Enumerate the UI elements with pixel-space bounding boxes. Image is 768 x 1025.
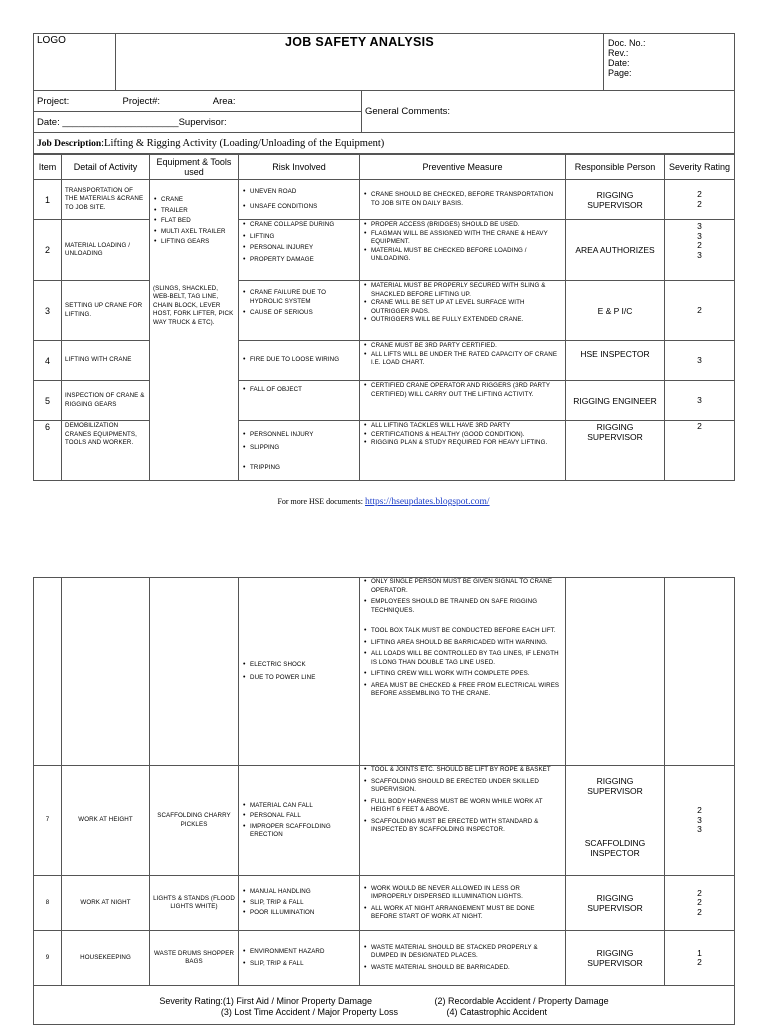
- severity-rating: 3 3 2 3: [665, 220, 735, 281]
- measure-cell: [360, 381, 566, 421]
- list-item: • CRANE MUST BE 3RD PARTY CERTIFIED.: [371, 342, 562, 351]
- list-item: • CERTIFICATIONS & HEALTHY (GOOD CONDITION).: [371, 431, 562, 440]
- severity-note-1: Severity Rating:(1) First Aid / Minor Property Damage: [159, 996, 372, 1006]
- activity-detail: INSPECTION OF CRANE & RIGGING GEARS: [62, 381, 150, 421]
- project-cell: [34, 91, 362, 112]
- footer-prefix: For more HSE documents:: [277, 497, 363, 506]
- activity-detail: TRANSPORTATION OF THE MATERIALS &CRANE TO JOB SITE.: [62, 180, 150, 220]
- equipment-note: (SLINGS, SHACKLED, WEB-BELT, TAG LINE, CHAIN BLOCK, LEVER HOST, FORK LIFTER, PICK WAY TRUCK & ETC).: [150, 281, 239, 481]
- project-no-label: Project#:: [122, 95, 160, 107]
- responsible-person: E & P I/C: [566, 281, 665, 341]
- logo-cell: LOGO: [34, 34, 116, 91]
- risk-cell: [239, 931, 360, 986]
- list-item: • UNSAFE CONDITIONS: [250, 203, 356, 212]
- list-item: • LIFTING GEARS: [161, 238, 235, 247]
- risk-cell: [239, 381, 360, 421]
- date-supervisor-cell: [34, 112, 362, 133]
- list-item: • RIGGING PLAN & STUDY REQUIRED FOR HEAVY LIFTING.: [371, 439, 562, 448]
- list-item: • MULTI AXEL TRAILER: [161, 228, 235, 237]
- activity-detail: MATERIAL LOADING / UNLOADING: [62, 220, 150, 281]
- responsible-person: RIGGING SUPERVISOR: [587, 776, 643, 796]
- equipment-list: [153, 196, 235, 247]
- responsible-person: RIGGING SUPERVISOR: [566, 931, 665, 986]
- list-item: • CRANE COLLAPSE DURING: [250, 221, 356, 230]
- risk-cell: [239, 421, 360, 481]
- responsible-person: HSE INSPECTOR: [566, 341, 665, 381]
- risk-cell: [239, 578, 360, 766]
- list-item: • LIFTING AREA SHOULD BE BARRICADED WITH WARNING.: [371, 639, 562, 648]
- list-item: • MATERIAL CAN FALL: [250, 802, 356, 811]
- measure-cell: [360, 766, 566, 876]
- list-item: • TRAILER: [161, 207, 235, 216]
- table-row: [34, 421, 735, 481]
- activity-table: [33, 154, 735, 481]
- list-item: • ALL WORK AT NIGHT ARRANGEMENT MUST BE DONE BEFORE START OF WORK AT NIGHT.: [371, 905, 562, 922]
- list-item: • ALL LOADS WILL BE CONTROLLED BY TAG LINES, IF LENGTH IS LONG THAN DOUBLE TAG LINE USED.: [371, 650, 562, 667]
- area-label: Area:: [212, 95, 236, 107]
- table-row: [34, 578, 735, 766]
- list-item: • FALL OF OBJECT: [250, 386, 356, 395]
- list-item: • POOR ILLUMINATION: [250, 909, 356, 918]
- list-item: • WASTE MATERIAL SHOULD BE STACKED PROPERLY & DUMPED IN DESIGNATED PLACES.: [371, 944, 562, 961]
- list-item: • PERSONAL INJUREY: [250, 244, 356, 253]
- severity-rating: 2: [665, 421, 735, 481]
- project-label: Project:: [37, 95, 70, 107]
- item-number: 9: [34, 931, 62, 986]
- equipment-cell: SCAFFOLDING CHARRY PICKLES: [150, 766, 239, 876]
- list-item: • FLAT BED: [161, 217, 235, 226]
- job-description-label: Job Description: [37, 138, 102, 149]
- list-item: • ONLY SINGLE PERSON MUST BE GIVEN SIGNAL TO CRANE OPERATOR.: [371, 578, 562, 595]
- severity-rating: 2 2: [665, 180, 735, 220]
- list-item: • OUTRIGGERS WILL BE FULLY EXTENDED CRANE.: [371, 316, 562, 325]
- item-number: 5: [34, 381, 62, 421]
- severity-rating: 1 2: [665, 931, 735, 986]
- list-item: • FLAGMAN WILL BE ASSIGNED WITH THE CRANE & HEAVY EQUIPMENT.: [371, 230, 562, 247]
- jsa-page-2: [33, 577, 734, 1025]
- list-item: • SCAFFOLDING MUST BE ERECTED WITH STANDARD & INSPECTED BY SCAFFOLDING INSPECTOR.: [371, 818, 562, 835]
- severity-rating: 2 2 2: [665, 876, 735, 931]
- item-number: 2: [34, 220, 62, 281]
- item-number: 4: [34, 341, 62, 381]
- table-row: [34, 876, 735, 931]
- list-item: • TRIPPING: [250, 464, 356, 473]
- severity-rating: 2: [665, 281, 735, 341]
- activity-detail: WORK AT NIGHT: [62, 876, 150, 931]
- col-equipment: Equipment & Tools used: [150, 155, 239, 180]
- activity-table-continued: [33, 577, 735, 1025]
- list-item: • WORK WOULD BE NEVER ALLOWED IN LESS OR IMPROPERLY DISPERSED ILLUMINATION LIGHTS.: [371, 885, 562, 902]
- list-item: • LIFTING CREW WILL WORK WITH COMPLETE PPES.: [371, 670, 562, 679]
- col-risk: Risk Involved: [239, 155, 360, 180]
- jsa-page-1: [33, 33, 734, 481]
- page-no: Page:: [608, 68, 632, 78]
- list-item: • ALL LIFTING TACKLES WILL HAVE 3RD PARTY: [371, 422, 562, 431]
- item-number: 3: [34, 281, 62, 341]
- col-severity: Severity Rating: [665, 155, 735, 180]
- list-item: • TOOL BOX TALK MUST BE CONDUCTED BEFORE EACH LIFT.: [371, 627, 562, 636]
- footer-link[interactable]: https://hseupdates.blogspot.com/: [364, 497, 490, 507]
- responsible-cell: [566, 766, 665, 876]
- supervisor-label: Supervisor:: [178, 116, 227, 128]
- item-number: 6: [34, 421, 62, 481]
- risk-cell: [239, 180, 360, 220]
- list-item: • AREA MUST BE CHECKED & FREE FROM ELECTRICAL WIRES BEFORE ASSEMBLING TO THE CRANE.: [371, 682, 562, 699]
- job-description-value: :Lifting & Rigging Activity (Loading/Unloading of the Equipment): [101, 137, 385, 149]
- list-item: • PROPERTY DAMAGE: [250, 256, 356, 265]
- col-responsible: Responsible Person: [566, 155, 665, 180]
- list-item: • CRANE WILL BE SET UP AT LEVEL SURFACE WITH OUTRIGGER PADS.: [371, 299, 562, 316]
- severity-note-4: (4) Catastrophic Accident: [446, 1007, 548, 1017]
- measure-cell: [360, 876, 566, 931]
- equipment-list-cell: [150, 180, 239, 281]
- severity-rating: 3: [665, 341, 735, 381]
- equipment-cell: WASTE DRUMS SHOPPER BAGS: [150, 931, 239, 986]
- list-item: • SLIP, TRIP & FALL: [250, 960, 356, 969]
- list-item: • MANUAL HANDLING: [250, 888, 356, 897]
- measure-cell: [360, 281, 566, 341]
- table-row: [34, 341, 735, 381]
- table-row: [34, 220, 735, 281]
- responsible-person: RIGGING SUPERVISOR: [566, 876, 665, 931]
- list-item: • WASTE MATERIAL SHOULD BE BARRICADED.: [371, 964, 562, 973]
- activity-detail: WORK AT HEIGHT: [62, 766, 150, 876]
- responsible-person-2: SCAFFOLDING INSPECTOR: [584, 838, 646, 858]
- doc-info: [604, 34, 735, 91]
- doc-no: Doc. No.:: [608, 38, 646, 48]
- equipment-cell: LIGHTS & STANDS (FLOOD LIGHTS WHITE): [150, 876, 239, 931]
- responsible-person: RIGGING SUPERVISOR: [566, 421, 665, 481]
- list-item: • TOOL & JOINTS ETC. SHOULD BE LIFT BY ROPE & BASKET: [371, 766, 562, 775]
- measure-cell: [360, 220, 566, 281]
- list-item: • SCAFFOLDING SHOULD BE ERECTED UNDER SKILLED SUPERVISION.: [371, 778, 562, 795]
- activity-detail: LIFTING WITH CRANE: [62, 341, 150, 381]
- meta-table: [33, 91, 735, 154]
- severity-note-2: (2) Recordable Accident / Property Damage: [434, 996, 609, 1006]
- list-item: • MATERIAL MUST BE CHECKED BEFORE LOADING / UNLOADING.: [371, 247, 562, 264]
- table-row: [34, 931, 735, 986]
- list-item: • ELECTRIC SHOCK: [250, 661, 356, 670]
- doc-date: Date:: [608, 58, 630, 68]
- list-item: • FIRE DUE TO LOOSE WIRING: [250, 356, 356, 365]
- date-label: Date: ______________________: [37, 116, 179, 128]
- responsible-person: RIGGING SUPERVISOR: [566, 180, 665, 220]
- activity-detail: DEMOBILIZATION CRANES EQUIPMENTS, TOOLS AND WORKER.: [62, 421, 150, 481]
- list-item: • PERSONAL FALL: [250, 812, 356, 821]
- list-item: • ENVIRONMENT HAZARD: [250, 948, 356, 957]
- measure-cell: [360, 578, 566, 766]
- list-item: • UNEVEN ROAD: [250, 188, 356, 197]
- list-item: • CRANE FAILURE DUE TO HYDROLIC SYSTEM: [250, 289, 356, 306]
- list-item: • CRANE: [161, 196, 235, 205]
- col-activity: Detail of Activity: [62, 155, 150, 180]
- item-number: 1: [34, 180, 62, 220]
- activity-detail: SETTING UP CRANE FOR LIFTING.: [62, 281, 150, 341]
- list-item: • IMPROPER SCAFFOLDING ERECTION: [250, 823, 356, 840]
- responsible-person: RIGGING ENGINEER: [566, 381, 665, 421]
- table-row: [34, 381, 735, 421]
- item-number: 7: [34, 766, 62, 876]
- col-item: Item: [34, 155, 62, 180]
- list-item: • CAUSE OF SERIOUS: [250, 309, 356, 318]
- general-comments: General Comments:: [362, 91, 735, 133]
- risk-cell: [239, 766, 360, 876]
- list-item: • CERTIFIED CRANE OPERATOR AND RIGGERS (3RD PARTY CERTIFIED) WILL CARRY OUT THE LIFTING ACTIVITY.: [371, 382, 562, 399]
- measure-cell: [360, 421, 566, 481]
- table-row: [34, 180, 735, 220]
- list-item: • SLIPPING: [250, 444, 356, 453]
- list-item: • PROPER ACCESS (BRIDGES) SHOULD BE USED.: [371, 221, 562, 230]
- responsible-person: AREA AUTHORIZES: [566, 220, 665, 281]
- severity-rating: 3: [665, 381, 735, 421]
- severity-note-3: (3) Lost Time Accident / Major Property Loss: [220, 1007, 398, 1017]
- document-title: JOB SAFETY ANALYSIS: [116, 34, 604, 91]
- list-item: • ALL LIFTS WILL BE UNDER THE RATED CAPACITY OF CRANE I.E. LOAD CHART.: [371, 351, 562, 368]
- severity-rating: 2 3 3: [665, 766, 735, 876]
- list-item: • SLIP, TRIP & FALL: [250, 899, 356, 908]
- measure-cell: [360, 931, 566, 986]
- list-item: • CRANE SHOULD BE CHECKED, BEFORE TRANSPORTATION TO JOB SITE ON DAILY BASIS.: [371, 191, 562, 208]
- risk-cell: [239, 281, 360, 341]
- rev: Rev.:: [608, 48, 629, 58]
- list-item: • LIFTING: [250, 233, 356, 242]
- list-item: • FULL BODY HARNESS MUST BE WORN WHILE WORK AT HEIGHT 6 FEET & ABOVE.: [371, 798, 562, 815]
- item-number: 8: [34, 876, 62, 931]
- list-item: • EMPLOYEES SHOULD BE TRAINED ON SAFE RIGGING TECHNIQUES.: [371, 598, 562, 615]
- table-row: [34, 766, 735, 876]
- risk-cell: [239, 876, 360, 931]
- list-item: • DUE TO POWER LINE: [250, 674, 356, 683]
- header-table: [33, 33, 735, 91]
- risk-cell: [239, 220, 360, 281]
- col-preventive: Preventive Measure: [360, 155, 566, 180]
- activity-detail: HOUSEKEEPING: [62, 931, 150, 986]
- footer: [33, 497, 734, 507]
- job-description: [34, 133, 735, 154]
- table-row: [34, 281, 735, 341]
- severity-note: [34, 986, 735, 1025]
- list-item: • MATERIAL MUST BE PROPERLY SECURED WITH SLING & SHACKLED BEFORE LIFTING UP.: [371, 282, 562, 299]
- measure-cell: [360, 341, 566, 381]
- severity-note-row: [34, 986, 735, 1025]
- measure-cell: [360, 180, 566, 220]
- list-item: • PERSONNEL INJURY: [250, 431, 356, 440]
- risk-cell: [239, 341, 360, 381]
